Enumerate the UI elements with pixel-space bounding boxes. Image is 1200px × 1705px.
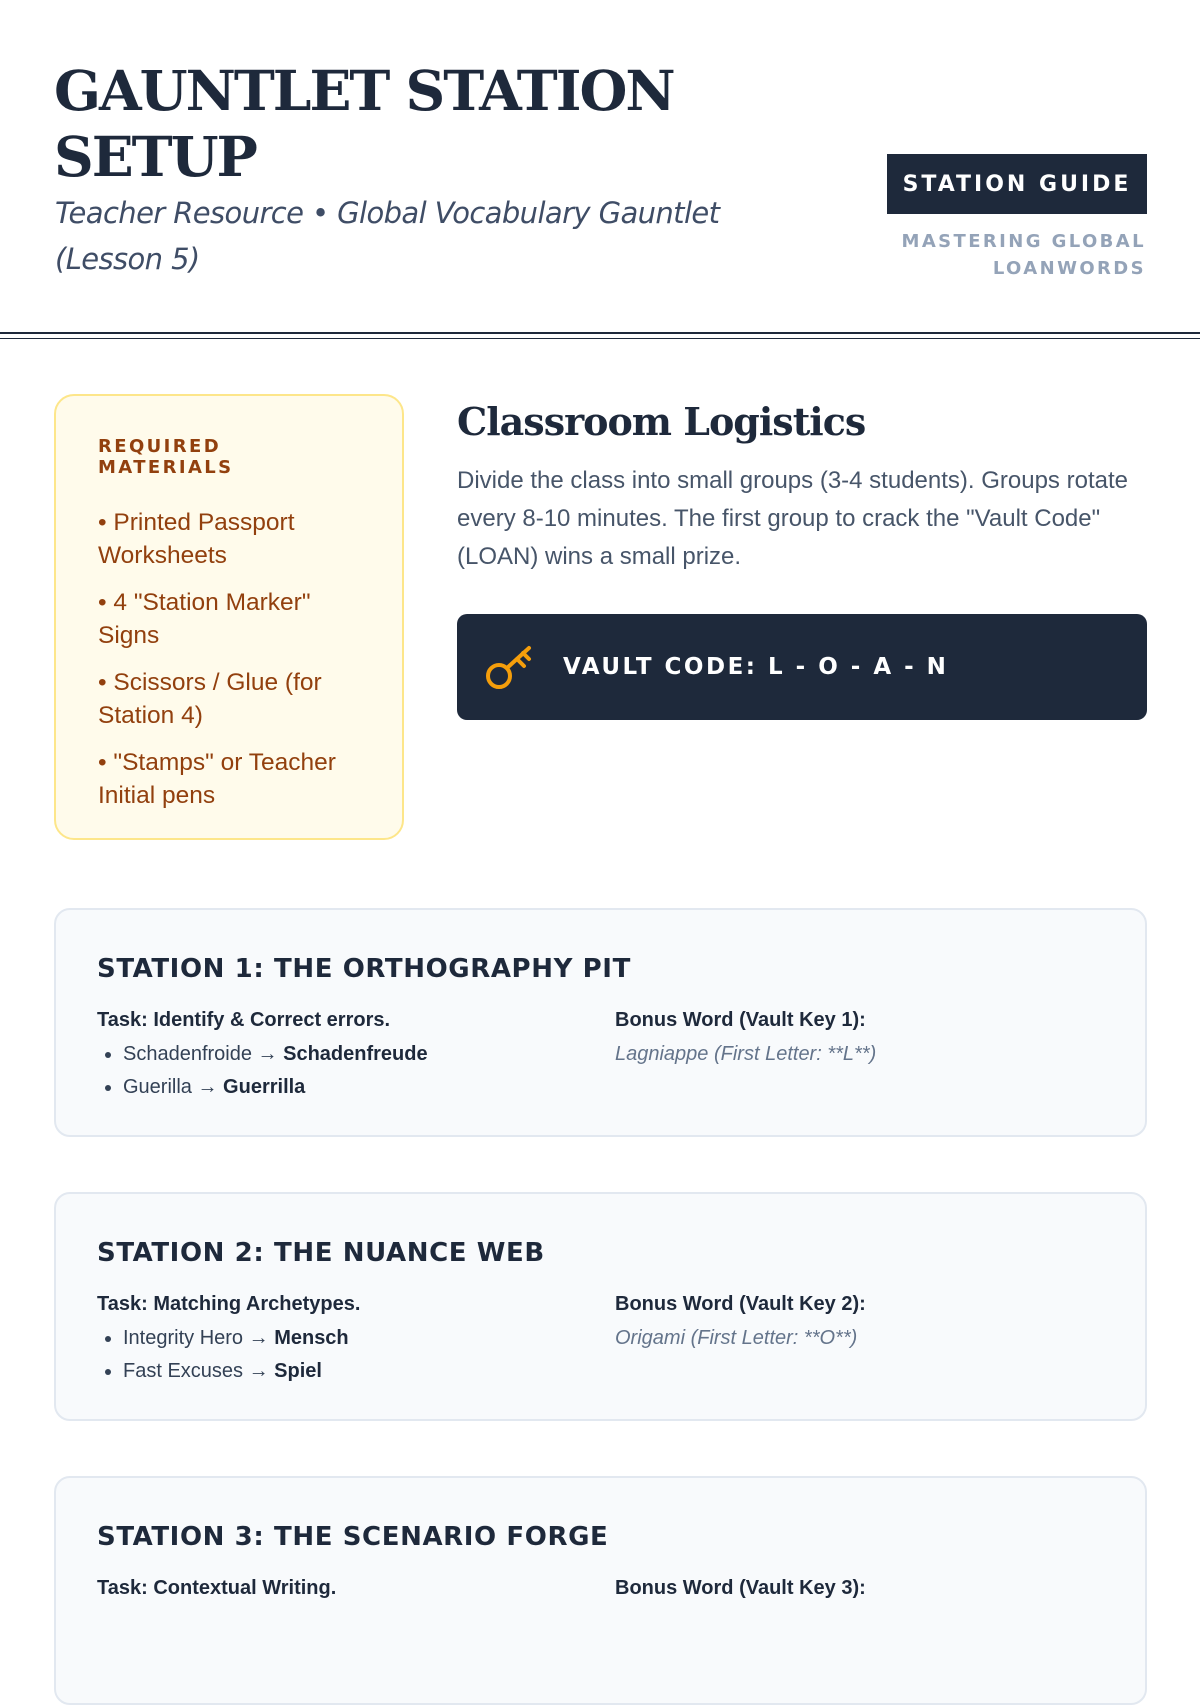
station-task bbox=[97, 1006, 577, 1104]
task-label: Task: Matching Archetypes. bbox=[97, 1293, 361, 1315]
station-title: STATION 3: THE SCENARIO FORGE bbox=[97, 1522, 609, 1552]
task-label: Task: Contextual Writing. bbox=[97, 1577, 337, 1599]
archetype: Integrity Hero bbox=[123, 1327, 244, 1349]
materials-list bbox=[98, 506, 362, 812]
header-divider-thin bbox=[0, 338, 1200, 339]
task-list bbox=[97, 1322, 577, 1388]
loanword: Spiel bbox=[274, 1360, 322, 1382]
page-title: GAUNTLET STATION SETUP bbox=[54, 58, 674, 189]
materials-heading: REQUIRED MATERIALS bbox=[98, 436, 234, 478]
list-item bbox=[123, 1071, 577, 1104]
station-task bbox=[97, 1290, 577, 1388]
bonus-label: Bonus Word (Vault Key 3): bbox=[615, 1577, 866, 1599]
loanword: Mensch bbox=[274, 1327, 349, 1349]
arrow-icon: → bbox=[197, 1076, 218, 1098]
arrow-icon: → bbox=[248, 1327, 269, 1349]
key-icon bbox=[485, 642, 537, 692]
list-item bbox=[123, 1355, 577, 1388]
materials-item: • 4 "Station Marker" Signs bbox=[98, 589, 311, 649]
station-card bbox=[54, 1192, 1147, 1421]
station-title: STATION 2: THE NUANCE WEB bbox=[97, 1238, 545, 1268]
bonus-word: Lagniappe (First Letter: **L**) bbox=[615, 1043, 877, 1065]
badge-subtitle: MASTERING GLOBAL LOANWORDS bbox=[901, 231, 1146, 279]
bonus-label: Bonus Word (Vault Key 1): bbox=[615, 1009, 866, 1031]
station-guide-badge: STATION GUIDE bbox=[887, 154, 1147, 214]
corrected-word: Schadenfreude bbox=[283, 1043, 428, 1065]
arrow-icon: → bbox=[248, 1360, 269, 1382]
station-task bbox=[97, 1574, 577, 1602]
list-item bbox=[123, 1038, 577, 1071]
materials-item: • "Stamps" or Teacher Initial pens bbox=[98, 749, 336, 809]
logistics-body: Divide the class into small groups (3-4 students). Groups rotate every 8-10 minutes. The first group to crack the "Vault Code" (LOAN) wins a small prize. bbox=[457, 467, 1128, 570]
vault-code-banner bbox=[457, 614, 1147, 720]
misspelled-word: Guerilla bbox=[123, 1076, 192, 1098]
materials-item: • Scissors / Glue (for Station 4) bbox=[98, 669, 322, 729]
list-item bbox=[123, 1322, 577, 1355]
arrow-icon: → bbox=[257, 1043, 278, 1065]
logistics-heading: Classroom Logistics bbox=[457, 399, 866, 444]
archetype: Fast Excuses bbox=[123, 1360, 244, 1382]
task-list bbox=[97, 1038, 577, 1104]
task-label: Task: Identify & Correct errors. bbox=[97, 1009, 391, 1031]
vault-code-text: VAULT CODE: L - O - A - N bbox=[563, 654, 949, 680]
page-subtitle: Teacher Resource • Global Vocabulary Gauntlet (Lesson 5) bbox=[55, 196, 720, 276]
station-title: STATION 1: THE ORTHOGRAPHY PIT bbox=[97, 954, 631, 984]
page-header bbox=[0, 0, 1200, 334]
header-divider bbox=[0, 332, 1200, 334]
classroom-logistics bbox=[457, 394, 1147, 576]
station-card bbox=[54, 1476, 1147, 1705]
required-materials-card bbox=[54, 394, 404, 840]
station-bonus bbox=[615, 1006, 1115, 1068]
misspelled-word: Schadenfroide bbox=[123, 1043, 252, 1065]
station-bonus bbox=[615, 1290, 1115, 1352]
materials-item: • Printed Passport Worksheets bbox=[98, 509, 295, 569]
corrected-word: Guerrilla bbox=[223, 1076, 306, 1098]
station-card bbox=[54, 908, 1147, 1137]
bonus-label: Bonus Word (Vault Key 2): bbox=[615, 1293, 866, 1315]
station-bonus bbox=[615, 1574, 1115, 1602]
bonus-word: Origami (First Letter: **O**) bbox=[615, 1327, 858, 1349]
